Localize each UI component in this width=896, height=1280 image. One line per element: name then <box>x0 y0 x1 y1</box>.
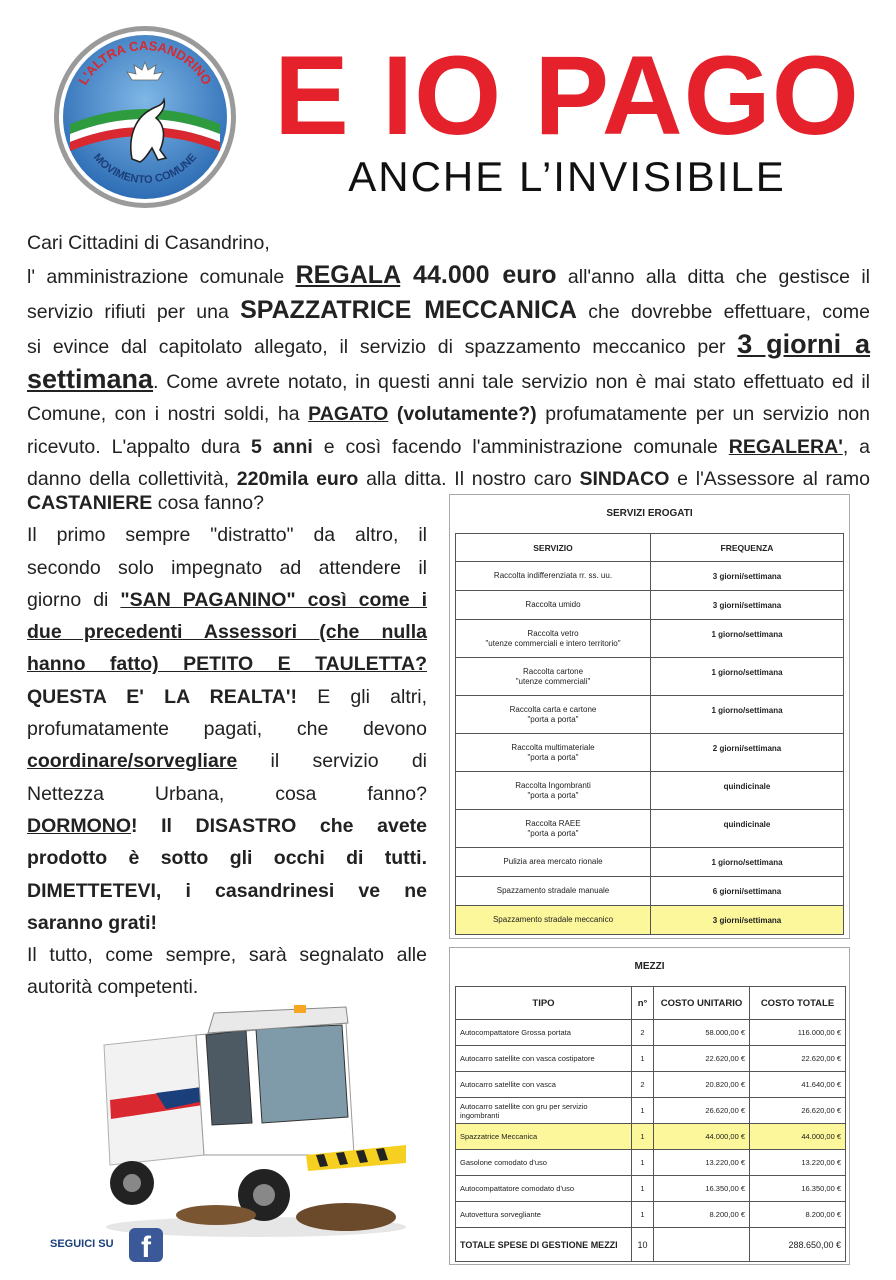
vehicle-unit-cell: 22.620,00 € <box>654 1046 750 1072</box>
table-row <box>456 696 844 734</box>
vehicle-unit-cell: 44.000,00 € <box>654 1124 750 1150</box>
table-row <box>456 1020 846 1046</box>
frequency-cell: 1 giorno/settimana <box>651 848 844 877</box>
total-count: 10 <box>632 1228 654 1262</box>
service-cell: Raccolta carta e cartone "porta a porta" <box>456 696 651 734</box>
table-row <box>456 1124 846 1150</box>
table-row <box>456 1176 846 1202</box>
vehicle-tipo-cell: Spazzatrice Meccanica <box>456 1124 632 1150</box>
vehicle-n-cell: 1 <box>632 1150 654 1176</box>
vehicle-unit-cell: 8.200,00 € <box>654 1202 750 1228</box>
vehicles-table <box>455 986 846 1262</box>
vehicle-total-cell: 13.220,00 € <box>750 1150 846 1176</box>
vehicle-unit-cell: 13.220,00 € <box>654 1150 750 1176</box>
service-cell: Spazzamento stradale meccanico <box>456 906 651 935</box>
vehicle-tipo-cell: Autocompattatore comodato d'uso <box>456 1176 632 1202</box>
column-header: COSTO UNITARIO <box>654 987 750 1020</box>
frequency-cell: 1 giorno/settimana <box>651 696 844 734</box>
text-line: l' amministrazione comunale REGALA 44.000 euro all'anno alla ditta che gestisce il <box>27 261 870 290</box>
text-line: settimana. Come avrete notato, in questi anni tale servizio non è mai stato effettuato ed il <box>27 364 870 395</box>
table-row <box>456 1072 846 1098</box>
vehicle-n-cell: 2 <box>632 1072 654 1098</box>
vehicle-total-cell: 22.620,00 € <box>750 1046 846 1072</box>
facebook-icon[interactable]: f <box>129 1228 163 1262</box>
vehicle-unit-cell: 58.000,00 € <box>654 1020 750 1046</box>
vehicle-total-cell: 16.350,00 € <box>750 1176 846 1202</box>
text-line: ricevuto. L'appalto dura 5 anni e così facendo l'amministrazione comunale REGALERA', a <box>27 435 871 458</box>
table-row <box>456 810 844 848</box>
three-days-emphasis: 3 giorni a <box>737 328 870 359</box>
vehicle-total-cell: 8.200,00 € <box>750 1202 846 1228</box>
logo-bottom-text: MOVIMENTO COMUNE <box>90 151 200 187</box>
frequency-cell: 6 giorni/settimana <box>651 877 844 906</box>
text-line: si evince dal capitolato allegato, il servizio di spazzamento meccanico per 3 giorni a <box>27 328 870 359</box>
vehicles-table-caption: MEZZI <box>634 961 665 972</box>
frequency-cell: 3 giorni/settimana <box>651 906 844 935</box>
table-row <box>456 1150 846 1176</box>
service-cell: Raccolta multimateriale "porta a porta" <box>456 734 651 772</box>
vehicle-total-cell: 44.000,00 € <box>750 1124 846 1150</box>
vehicle-unit-cell: 20.820,00 € <box>654 1072 750 1098</box>
table-row <box>456 1046 846 1072</box>
frequency-cell: 2 giorni/settimana <box>651 734 844 772</box>
table-row <box>456 620 844 658</box>
table-row <box>456 734 844 772</box>
regala-emphasis: REGALA <box>295 261 401 290</box>
regalera-emphasis: REGALERA' <box>728 435 843 458</box>
left-column-paragraph: CASTANIERE cosa fanno? Il primo sempre "distratto" da altro, il secondo solo impegnato ad attendere il giorno di "SAN PAGANINO" così come i due precedenti Assessori (che nulla hanno fatto) PETITO E TAULETTA? QUESTA E' LA REALTA'! E gli altri, profumatamente pagati, che devono coordinare/sorvegliare il servizio di Nettezza Urbana, cosa fanno? DORMONO! Il DISASTRO che avete prodotto è sotto gli occhi di tutti. DIMETTETEVI, i casandrinesi ve ne saranno grati! Il tutto, come sempre, sarà segnalato alle autorità competenti. <box>27 492 427 999</box>
table-row <box>456 772 844 810</box>
vehicle-unit-cell: 16.350,00 € <box>654 1176 750 1202</box>
frequency-cell: 1 giorno/settimana <box>651 620 844 658</box>
intro-paragraph <box>27 227 870 495</box>
logo-top-text: L'ALTRA CASANDRINO <box>75 37 215 88</box>
table-row <box>456 1098 846 1124</box>
frequency-cell: 3 giorni/settimana <box>651 562 844 591</box>
column-header: COSTO TOTALE <box>750 987 846 1020</box>
table-row <box>456 848 844 877</box>
text-line: servizio rifiuti per una SPAZZATRICE MECCANICA che dovrebbe effettuare, come <box>27 295 870 324</box>
vehicle-total-cell: 41.640,00 € <box>750 1072 846 1098</box>
services-table <box>455 533 844 935</box>
table-row <box>456 1202 846 1228</box>
vehicle-n-cell: 1 <box>632 1124 654 1150</box>
service-cell: Raccolta indifferenziata rr. ss. uu. <box>456 562 651 591</box>
vehicle-tipo-cell: Autocompattatore Grossa portata <box>456 1020 632 1046</box>
table-row <box>456 906 844 935</box>
follow-us-label: SEGUICI SU <box>50 1238 114 1250</box>
vehicle-tipo-cell: Autocarro satellite con vasca <box>456 1072 632 1098</box>
service-cell: Spazzamento stradale manuale <box>456 877 651 906</box>
column-header: TIPO <box>456 987 632 1020</box>
services-table-box <box>449 494 850 939</box>
column-header: FREQUENZA <box>651 534 844 562</box>
vehicle-n-cell: 1 <box>632 1202 654 1228</box>
service-cell: Raccolta Ingombranti "porta a porta" <box>456 772 651 810</box>
frequency-cell: quindicinale <box>651 772 844 810</box>
vehicles-table-box <box>449 947 850 1265</box>
subheadline: ANCHE L’INVISIBILE <box>348 153 786 200</box>
service-cell: Raccolta umido <box>456 591 651 620</box>
service-cell: Raccolta vetro "utenze commerciali e intero territorio" <box>456 620 651 658</box>
services-table-caption: SERVIZI EROGATI <box>606 508 693 519</box>
vehicle-n-cell: 2 <box>632 1020 654 1046</box>
table-row <box>456 562 844 591</box>
pagato-emphasis: PAGATO <box>308 403 389 426</box>
vehicle-n-cell: 1 <box>632 1046 654 1072</box>
vehicle-tipo-cell: Autovettura sorvegliante <box>456 1202 632 1228</box>
vehicle-tipo-cell: Autocarro satellite con vasca costipatore <box>456 1046 632 1072</box>
vehicle-n-cell: 1 <box>632 1176 654 1202</box>
total-label: TOTALE SPESE DI GESTIONE MEZZI <box>456 1228 632 1262</box>
total-value: 288.650,00 € <box>750 1228 846 1262</box>
vehicle-n-cell: 1 <box>632 1098 654 1124</box>
headline: E IO PAGO <box>274 33 860 158</box>
logo-emblem <box>52 24 238 210</box>
service-cell: Pulizia area mercato rionale <box>456 848 651 877</box>
column-header: n° <box>632 987 654 1020</box>
spazzatrice-emphasis: SPAZZATRICE MECCANICA <box>240 295 577 324</box>
text-line: danno della collettività, 220mila euro alla ditta. Il nostro caro SINDACO e l'Assessore al ramo <box>27 468 870 491</box>
table-row <box>456 591 844 620</box>
frequency-cell: 3 giorni/settimana <box>651 591 844 620</box>
service-cell: Raccolta RAEE "porta a porta" <box>456 810 651 848</box>
service-cell: Raccolta cartone "utenze commerciali" <box>456 658 651 696</box>
street-sweeper-illustration <box>96 1005 414 1240</box>
table-row <box>456 658 844 696</box>
table-row <box>456 877 844 906</box>
vehicle-unit-cell: 26.620,00 € <box>654 1098 750 1124</box>
vehicle-total-cell: 26.620,00 € <box>750 1098 846 1124</box>
greeting: Cari Cittadini di Casandrino, <box>27 232 270 254</box>
column-header: SERVIZIO <box>456 534 651 562</box>
vehicle-total-cell: 116.000,00 € <box>750 1020 846 1046</box>
text-line: Comune, con i nostri soldi, ha PAGATO (volutamente?) profumatamente per un servizio non <box>27 403 870 426</box>
vehicle-tipo-cell: Gasolone comodato d'uso <box>456 1150 632 1176</box>
frequency-cell: 1 giorno/settimana <box>651 658 844 696</box>
vehicle-tipo-cell: Autocarro satellite con gru per servizio ingombranti <box>456 1098 632 1124</box>
frequency-cell: quindicinale <box>651 810 844 848</box>
